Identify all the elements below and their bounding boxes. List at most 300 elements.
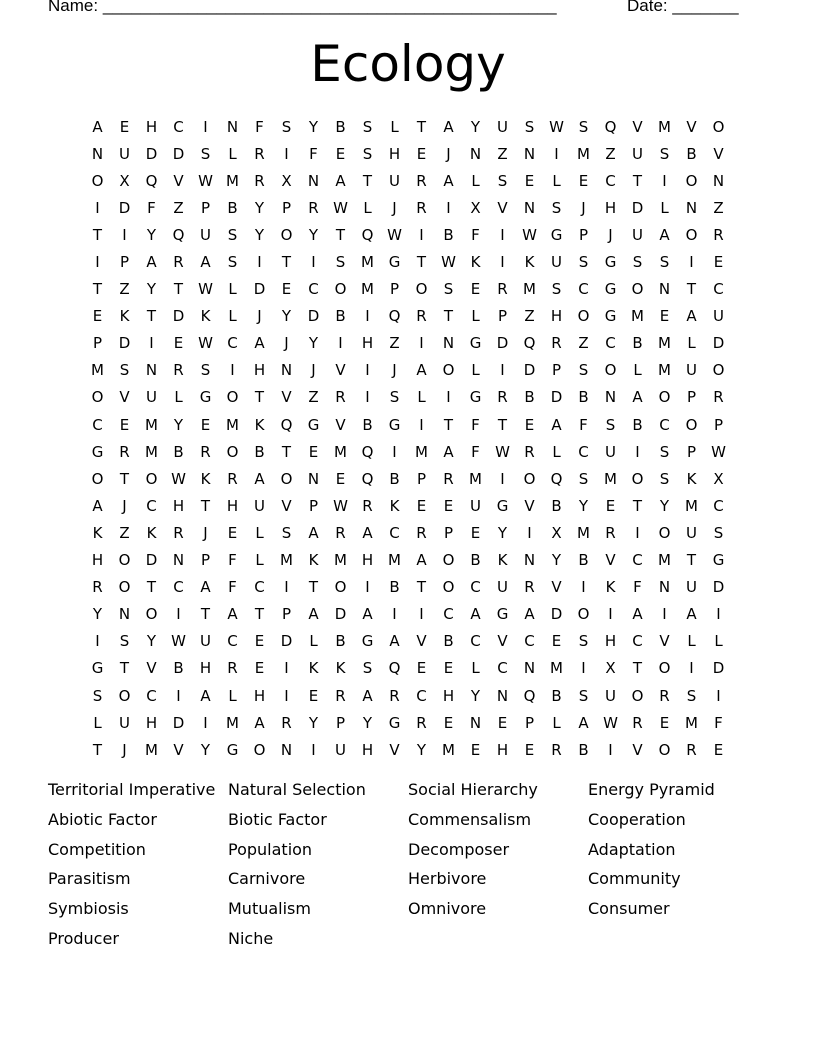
- date-blank: _______: [672, 0, 739, 15]
- grid-letter: T: [686, 280, 697, 299]
- grid-letter: R: [524, 442, 535, 461]
- grid-letter: T: [200, 605, 211, 624]
- grid-row: [84, 574, 732, 601]
- grid-letter: H: [442, 686, 455, 705]
- grid-letter: B: [362, 415, 373, 434]
- grid-letter: B: [227, 198, 238, 217]
- grid-letter: A: [416, 551, 427, 570]
- grid-letter: V: [119, 388, 130, 407]
- grid-letter: S: [578, 117, 589, 136]
- grid-letter: M: [226, 713, 239, 732]
- word-search-grid: [84, 113, 732, 763]
- grid-letter: D: [334, 605, 347, 624]
- grid-letter: A: [308, 523, 319, 542]
- grid-letter: E: [713, 253, 724, 272]
- grid-letter: M: [145, 415, 158, 434]
- grid-letter: K: [524, 253, 535, 272]
- grid-letter: Q: [523, 334, 536, 353]
- grid-letter: M: [658, 117, 671, 136]
- grid-letter: T: [443, 415, 454, 434]
- grid-letter: X: [605, 659, 616, 678]
- grid-letter: L: [228, 307, 237, 326]
- grid-letter: I: [635, 523, 640, 542]
- grid-letter: O: [91, 388, 104, 407]
- grid-letter: U: [200, 632, 211, 651]
- grid-letter: U: [686, 578, 697, 597]
- grid-letter: S: [578, 253, 589, 272]
- grid-letter: R: [92, 578, 103, 597]
- grid-letter: U: [389, 171, 400, 190]
- grid-letter: R: [254, 171, 265, 190]
- grid-letter: F: [228, 578, 237, 597]
- grid-row: [84, 221, 732, 248]
- grid-letter: O: [226, 388, 239, 407]
- grid-letter: A: [686, 307, 697, 326]
- grid-letter: R: [497, 388, 508, 407]
- grid-letter: E: [119, 415, 130, 434]
- word-list-item: Symbiosis: [48, 899, 129, 919]
- grid-letter: M: [388, 551, 401, 570]
- grid-letter: V: [686, 117, 697, 136]
- grid-letter: Y: [470, 117, 481, 136]
- grid-letter: G: [388, 415, 401, 434]
- grid-row: [84, 655, 732, 682]
- grid-letter: R: [281, 713, 292, 732]
- grid-letter: T: [497, 415, 508, 434]
- grid-letter: W: [387, 225, 402, 244]
- grid-row: [84, 140, 732, 167]
- grid-letter: K: [308, 551, 319, 570]
- grid-letter: I: [419, 605, 424, 624]
- grid-letter: Y: [308, 117, 319, 136]
- grid-letter: M: [658, 551, 671, 570]
- grid-letter: U: [497, 117, 508, 136]
- grid-letter: P: [92, 334, 103, 353]
- grid-letter: E: [578, 171, 589, 190]
- grid-letter: Q: [172, 225, 185, 244]
- grid-letter: K: [605, 578, 616, 597]
- grid-letter: J: [284, 334, 289, 353]
- grid-letter: U: [632, 144, 643, 163]
- grid-letter: O: [685, 225, 698, 244]
- grid-letter: I: [527, 523, 532, 542]
- grid-letter: F: [633, 578, 642, 597]
- grid-letter: P: [578, 225, 589, 244]
- grid-letter: H: [253, 686, 266, 705]
- grid-letter: R: [335, 523, 346, 542]
- grid-letter: C: [443, 605, 454, 624]
- grid-letter: K: [686, 469, 697, 488]
- grid-letter: Z: [713, 198, 724, 217]
- grid-row: [84, 167, 732, 194]
- grid-letter: S: [659, 144, 670, 163]
- grid-letter: U: [605, 442, 616, 461]
- grid-letter: B: [470, 551, 481, 570]
- grid-letter: Q: [145, 171, 158, 190]
- grid-letter: L: [471, 307, 480, 326]
- grid-letter: N: [226, 117, 239, 136]
- grid-letter: T: [92, 740, 103, 759]
- grid-letter: A: [551, 415, 562, 434]
- grid-letter: V: [281, 388, 292, 407]
- grid-letter: U: [119, 144, 130, 163]
- grid-letter: Q: [361, 225, 374, 244]
- grid-letter: R: [200, 442, 211, 461]
- grid-letter: C: [524, 632, 535, 651]
- word-list-item: Biotic Factor: [228, 809, 327, 829]
- grid-letter: E: [524, 171, 535, 190]
- grid-letter: M: [91, 361, 104, 380]
- grid-letter: S: [578, 361, 589, 380]
- grid-row: [84, 276, 732, 303]
- grid-letter: M: [280, 551, 293, 570]
- grid-letter: M: [685, 713, 698, 732]
- word-list-item: Decomposer: [408, 839, 510, 859]
- grid-row: [84, 357, 732, 384]
- word-list-item: Omnivore: [408, 899, 487, 919]
- grid-letter: S: [551, 280, 562, 299]
- grid-letter: L: [552, 713, 561, 732]
- grid-letter: H: [91, 551, 104, 570]
- grid-letter: L: [417, 388, 426, 407]
- grid-letter: L: [93, 713, 102, 732]
- grid-letter: M: [226, 171, 239, 190]
- grid-letter: S: [578, 469, 589, 488]
- grid-row: [84, 303, 732, 330]
- grid-letter: G: [496, 496, 509, 515]
- grid-letter: H: [253, 361, 266, 380]
- grid-letter: B: [578, 388, 589, 407]
- grid-letter: S: [227, 253, 238, 272]
- grid-letter: S: [362, 117, 373, 136]
- grid-letter: V: [281, 496, 292, 515]
- grid-letter: S: [659, 442, 670, 461]
- grid-letter: Z: [389, 334, 400, 353]
- grid-letter: A: [335, 171, 346, 190]
- grid-letter: G: [712, 551, 725, 570]
- grid-letter: L: [552, 171, 561, 190]
- grid-letter: U: [686, 361, 697, 380]
- grid-letter: P: [389, 280, 400, 299]
- grid-letter: H: [604, 198, 617, 217]
- grid-letter: Z: [578, 334, 589, 353]
- grid-letter: F: [228, 551, 237, 570]
- grid-row: [84, 330, 732, 357]
- grid-letter: B: [443, 632, 454, 651]
- word-list-item: Commensalism: [408, 809, 532, 829]
- grid-letter: Q: [388, 307, 401, 326]
- grid-letter: E: [254, 659, 265, 678]
- grid-letter: S: [119, 632, 130, 651]
- word-list-item: Competition: [48, 839, 146, 859]
- grid-letter: G: [604, 253, 617, 272]
- grid-letter: I: [95, 253, 100, 272]
- grid-letter: I: [689, 659, 694, 678]
- grid-letter: Z: [524, 307, 535, 326]
- grid-letter: R: [605, 523, 616, 542]
- grid-letter: V: [524, 496, 535, 515]
- grid-letter: W: [198, 280, 213, 299]
- grid-letter: I: [338, 334, 343, 353]
- grid-letter: V: [713, 144, 724, 163]
- grid-letter: R: [227, 469, 238, 488]
- grid-letter: Y: [146, 280, 157, 299]
- grid-letter: W: [198, 171, 213, 190]
- grid-letter: E: [200, 415, 211, 434]
- grid-letter: V: [551, 578, 562, 597]
- grid-letter: C: [632, 632, 643, 651]
- grid-letter: B: [686, 144, 697, 163]
- grid-letter: E: [497, 713, 508, 732]
- grid-letter: C: [92, 415, 103, 434]
- grid-row: [84, 248, 732, 275]
- word-list-item: Community: [588, 869, 681, 889]
- grid-letter: P: [524, 713, 535, 732]
- grid-letter: O: [91, 171, 104, 190]
- grid-letter: B: [173, 442, 184, 461]
- grid-letter: I: [662, 171, 667, 190]
- grid-letter: C: [713, 280, 724, 299]
- grid-letter: T: [92, 280, 103, 299]
- grid-letter: M: [631, 307, 644, 326]
- grid-letter: A: [443, 171, 454, 190]
- grid-letter: B: [389, 578, 400, 597]
- grid-letter: I: [122, 225, 127, 244]
- grid-letter: A: [389, 632, 400, 651]
- grid-letter: D: [172, 307, 185, 326]
- grid-letter: M: [361, 280, 374, 299]
- grid-letter: E: [524, 740, 535, 759]
- grid-letter: C: [497, 659, 508, 678]
- grid-letter: I: [365, 361, 370, 380]
- grid-row: [84, 601, 732, 628]
- grid-letter: J: [122, 496, 127, 515]
- grid-letter: N: [469, 713, 482, 732]
- grid-letter: C: [578, 280, 589, 299]
- grid-letter: C: [254, 578, 265, 597]
- grid-letter: A: [254, 713, 265, 732]
- grid-letter: A: [443, 442, 454, 461]
- grid-letter: Q: [523, 686, 536, 705]
- grid-letter: D: [712, 334, 725, 353]
- grid-letter: N: [469, 144, 482, 163]
- grid-letter: N: [523, 144, 536, 163]
- grid-letter: R: [173, 253, 184, 272]
- grid-letter: P: [686, 388, 697, 407]
- word-list-item: Adaptation: [588, 839, 676, 859]
- grid-letter: C: [578, 442, 589, 461]
- grid-letter: Y: [254, 225, 265, 244]
- grid-letter: R: [254, 144, 265, 163]
- grid-letter: A: [362, 523, 373, 542]
- grid-letter: W: [441, 253, 456, 272]
- name-label: Name:: [48, 0, 99, 15]
- grid-letter: A: [200, 686, 211, 705]
- grid-letter: Z: [308, 388, 319, 407]
- grid-letter: T: [119, 469, 130, 488]
- grid-letter: C: [389, 523, 400, 542]
- grid-letter: B: [443, 225, 454, 244]
- grid-letter: K: [308, 659, 319, 678]
- grid-letter: I: [446, 198, 451, 217]
- grid-letter: G: [469, 334, 482, 353]
- grid-letter: X: [281, 171, 292, 190]
- grid-letter: Z: [497, 144, 508, 163]
- grid-letter: B: [578, 740, 589, 759]
- grid-letter: R: [389, 686, 400, 705]
- grid-letter: I: [392, 605, 397, 624]
- grid-row: [84, 194, 732, 221]
- grid-letter: G: [469, 388, 482, 407]
- grid-letter: I: [581, 578, 586, 597]
- grid-letter: N: [712, 171, 725, 190]
- grid-letter: F: [147, 198, 156, 217]
- grid-letter: E: [659, 307, 670, 326]
- grid-letter: M: [415, 442, 428, 461]
- grid-letter: I: [176, 686, 181, 705]
- grid-letter: D: [172, 713, 185, 732]
- grid-letter: L: [714, 632, 723, 651]
- grid-letter: M: [442, 740, 455, 759]
- grid-letter: O: [631, 469, 644, 488]
- grid-letter: O: [145, 605, 158, 624]
- word-list-item: Energy Pyramid: [588, 780, 715, 799]
- grid-letter: L: [471, 361, 480, 380]
- grid-letter: D: [253, 280, 266, 299]
- grid-letter: P: [281, 198, 292, 217]
- grid-letter: N: [442, 334, 455, 353]
- grid-letter: Y: [416, 740, 427, 759]
- grid-letter: K: [200, 469, 211, 488]
- grid-letter: U: [200, 225, 211, 244]
- grid-letter: A: [308, 605, 319, 624]
- grid-letter: H: [496, 740, 509, 759]
- grid-letter: O: [415, 280, 428, 299]
- grid-letter: C: [227, 334, 238, 353]
- grid-letter: T: [632, 171, 643, 190]
- grid-letter: E: [524, 415, 535, 434]
- grid-letter: I: [716, 605, 721, 624]
- grid-letter: R: [632, 713, 643, 732]
- grid-letter: B: [551, 686, 562, 705]
- grid-letter: I: [230, 361, 235, 380]
- grid-letter: P: [308, 496, 319, 515]
- grid-letter: N: [307, 171, 320, 190]
- grid-row: [84, 384, 732, 411]
- grid-letter: U: [470, 496, 481, 515]
- grid-letter: C: [146, 496, 157, 515]
- word-list-item: Producer: [48, 928, 119, 948]
- grid-letter: D: [172, 144, 185, 163]
- grid-letter: G: [550, 225, 563, 244]
- date-label: Date:: [627, 0, 668, 15]
- grid-letter: R: [335, 388, 346, 407]
- grid-letter: Y: [146, 225, 157, 244]
- grid-letter: W: [522, 225, 537, 244]
- grid-letter: T: [146, 578, 157, 597]
- grid-letter: H: [199, 659, 212, 678]
- grid-letter: L: [687, 632, 696, 651]
- grid-letter: S: [524, 117, 535, 136]
- grid-letter: A: [578, 713, 589, 732]
- grid-letter: R: [416, 171, 427, 190]
- grid-letter: P: [281, 605, 292, 624]
- grid-letter: L: [228, 686, 237, 705]
- grid-row: [84, 736, 732, 763]
- name-field: [48, 0, 557, 16]
- grid-letter: T: [200, 496, 211, 515]
- grid-letter: N: [658, 578, 671, 597]
- grid-letter: D: [145, 144, 158, 163]
- grid-letter: G: [361, 632, 374, 651]
- grid-letter: H: [361, 334, 374, 353]
- grid-letter: A: [362, 686, 373, 705]
- grid-letter: O: [442, 361, 455, 380]
- grid-letter: J: [311, 361, 316, 380]
- grid-letter: O: [658, 523, 671, 542]
- grid-letter: F: [471, 225, 480, 244]
- grid-letter: D: [550, 388, 563, 407]
- grid-letter: I: [149, 334, 154, 353]
- grid-letter: W: [549, 117, 564, 136]
- grid-letter: Y: [659, 496, 670, 515]
- grid-letter: C: [659, 415, 670, 434]
- grid-letter: L: [363, 198, 372, 217]
- grid-letter: M: [469, 469, 482, 488]
- grid-letter: O: [334, 578, 347, 597]
- grid-letter: W: [333, 198, 348, 217]
- word-list-item: Herbivore: [408, 869, 487, 889]
- grid-letter: V: [632, 117, 643, 136]
- grid-letter: O: [712, 117, 725, 136]
- grid-letter: E: [659, 713, 670, 732]
- grid-row: [84, 438, 732, 465]
- grid-letter: D: [550, 605, 563, 624]
- grid-letter: E: [443, 496, 454, 515]
- grid-letter: L: [471, 171, 480, 190]
- grid-letter: E: [227, 523, 238, 542]
- grid-letter: T: [119, 659, 130, 678]
- grid-letter: V: [605, 551, 616, 570]
- grid-letter: O: [442, 551, 455, 570]
- grid-letter: Y: [200, 740, 211, 759]
- grid-letter: R: [659, 686, 670, 705]
- word-list-item: Natural Selection: [228, 780, 366, 799]
- grid-letter: A: [254, 469, 265, 488]
- grid-letter: R: [551, 740, 562, 759]
- grid-letter: S: [200, 144, 211, 163]
- grid-letter: C: [173, 578, 184, 597]
- grid-letter: R: [524, 578, 535, 597]
- grid-letter: L: [471, 659, 480, 678]
- grid-letter: I: [500, 469, 505, 488]
- grid-letter: V: [146, 659, 157, 678]
- grid-letter: I: [554, 144, 559, 163]
- grid-letter: O: [334, 280, 347, 299]
- grid-letter: C: [470, 632, 481, 651]
- grid-letter: L: [255, 523, 264, 542]
- grid-letter: E: [470, 740, 481, 759]
- word-list-item: Mutualism: [228, 899, 311, 919]
- grid-letter: P: [335, 713, 346, 732]
- grid-letter: I: [581, 659, 586, 678]
- grid-letter: G: [307, 415, 320, 434]
- grid-letter: V: [335, 415, 346, 434]
- grid-letter: F: [471, 415, 480, 434]
- grid-letter: U: [605, 686, 616, 705]
- grid-letter: Q: [550, 469, 563, 488]
- grid-letter: Y: [362, 713, 373, 732]
